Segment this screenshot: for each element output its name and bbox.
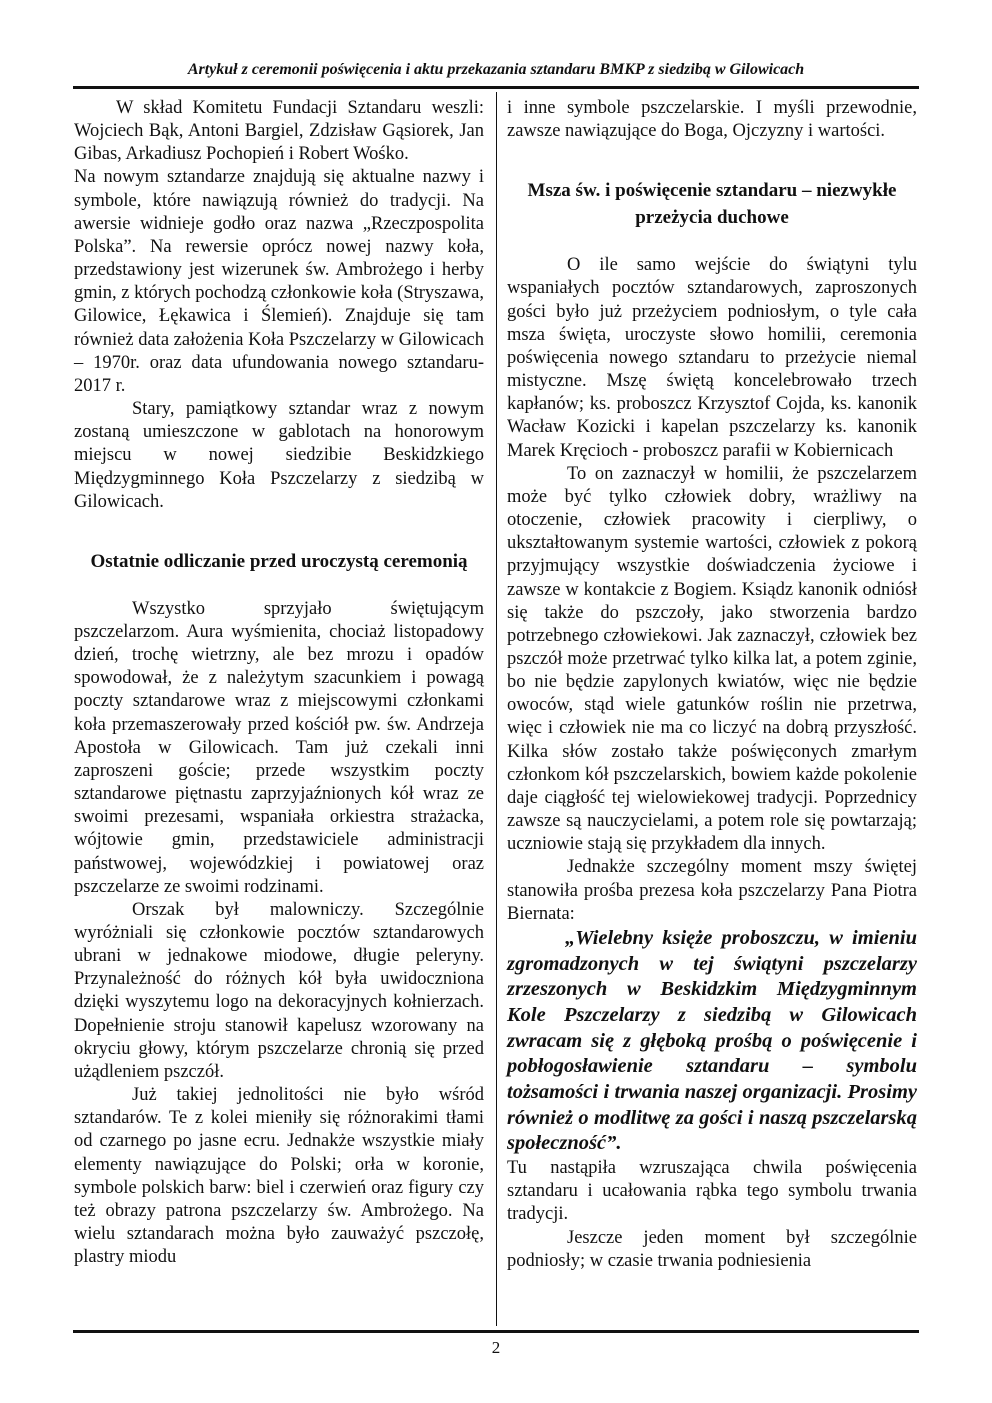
page-number: 2 [491,1338,501,1357]
paragraph-procession: Orszak był malowniczy. Szczególnie wyróżniali się członkowie pocztów sztandarowych ubrani w jednakowe miodowe, długie peleryny. Przynależność do różnych kół była uwidoczniona dzięki wyszytemu logo na dekoracyjnych kołnierzach. Dopełnienie stroju stanowił kapelusz wzorowany na okryciu głowy, którym pszczelarze chronią się przed użądleniem pszczół. [74,899,484,1082]
paragraph-banner-description: Na nowym sztandarze znajdują się aktualne nazwy i symbole, które nawiązują również do tradycji. Na awersie widnieje godło oraz nazwa „Rzeczpospolita Polska”. Na rewersie oprócz nowej nazwy koła, przedstawiony jest wizerunek św. Ambrożego i herby gmin, z których pochodzą członkowie koła (Stryszawa, Gilowice, Łękawica i Ślemień). Znajduje się tam również data założenia Koła Pszczelarzy w Gilowicach – 1970r. oraz data ufundowania nowego sztandaru- 2017 r. [74,167,484,396]
left-column [74,97,484,1269]
section-heading-mass: Msza św. i poświęcenie sztandaru – niezwykłe przeżycia duchowe [527,180,897,229]
paragraph-old-banner: Stary, pamiątkowy sztandar wraz z nowym zostaną umieszczone w gablotach na honorowym miejscu w nowej siedzibie Beskidzkiego Międzygminnego Koła Pszczelarzy z siedzibą w Gilowicach. [74,399,484,512]
paragraph-committee: W skład Komitetu Fundacji Sztandaru weszli: Wojciech Bąk, Antoni Bargiel, Zdzisław Gąsiorek, Jan Gibas, Arkadiusz Pochopień i Robert Wośko. [74,98,484,165]
header-rule [73,86,919,89]
column-divider [496,92,497,1326]
quote-request: „Wielebny księże proboszczu, w imieniu zgromadzonych w tej świątyni pszczelarzy zrzeszonych w Beskidzkim Międzygminnym Kole Pszczelarzy z siedzibą w Gilowicach zwracam się z głęboką prośbą o poświęcenie i pobłogosławienie sztandaru – symbolu tożsamości i trwania naszej organizacji. Prosimy również o modlitwę za gości i naszą pszczelarską społeczność”. [507,926,917,1155]
footer-rule [73,1330,919,1333]
paragraph-banners: Już takiej jednolitości nie było wśród sztandarów. Te z kolei mieniły się różnorakimi tłami od czarnego po jasne ecru. Jednakże wszystkie miały elementy nawiązujące do Polski; orła w koronie, symbole polskich barw: biel i czerwień oraz figury czy też obrazy patrona pszczelarzy św. Ambrożego. Na wielu sztandarach można było zauważyć pszczołę, plastry miodu [74,1085,484,1268]
section-heading-countdown: Ostatnie odliczanie przed uroczystą ceremonią [90,550,468,572]
paragraph-consecration: Tu nastąpiła wzruszająca chwila poświęcenia sztandaru i ucałowania rąbka tego symbolu trwania tradycji. [507,1158,917,1225]
paragraph-request: Jednakże szczególny moment mszy świętej stanowiła prośba prezesa koła pszczelarzy Pana Piotra Biernata: [507,857,917,924]
paragraph-homily: To on zaznaczył w homilii, że pszczelarzem może być tylko człowiek dobry, wrażliwy na otoczenie, człowiek pracowity i cierpliwy, o ukształtowanym systemie wartości, człowiek z pokorą przyjmujący wszystkie doświadczenia życiowe i zawsze w kontakcie z Bogiem. Ksiądz kanonik odniósł się także do pszczoły, jako stworzenia bardzo potrzebnego człowiekowi. Jak zaznaczył, człowiek bez pszczół może przetrwać tylko kilka lat, a potem zginie, bo nie będzie zapylonych kwiatów, więc nie będzie owoców, stąd wiele gatunków roślin nie przetrwa, więc i człowiek nie ma co liczyć na dobrą przyszłość. Kilka słów zostało także poświęconych zmarłym członkom kół pszczelarskich, bowiem każde pokolenie daje ciągłość tej wielowiekowej tradycji. Poprzednicy zawsze są nauczycielami, a potem role się powtarzają; uczniowie stają się przykładem dla innych. [507,463,917,855]
paragraph-weather: Wszystko sprzyjało świętującym pszczelarzom. Aura wyśmienita, chociaż listopadowy dzień, trochę wietrzny, ale bez mrozu i opadów spowodował, że z należytym szacunkiem i powagą poczty sztandarowe wraz z miejscowymi członkami koła przemaszerowały przed kościół pw. św. Andrzeja Apostoła w Gilowicach. Tam już czekali inni zaproszeni goście; przede wszystkim poczty sztandarowe piętnastu zaprzyjaźnionych kół wraz ze swoimi prezesami, wspaniała orkiestra strażacka, wójtowie gmin, przedstawiciele administracji państwowej, wojewódzkiej i powiatowej oraz pszczelarze ze swoimi rodzinami. [74,598,484,897]
paragraph-mass: O ile samo wejście do świątyni tylu wspaniałych pocztów sztandarowych, zaproszonych gości było już przeżyciem podniosłym, o tyle cała msza święta, uroczyste słowo homilii, ceremonia poświęcenia nowego sztandaru to przeżycie niemal mistyczne. Mszę świętą koncelebrowało trzech kapłanów; ks. proboszcz Krzysztof Cojda, ks. kanonik Wacław Kozicki i kapelan pszczelarzy ks. kanonik Marek Kręcioch - proboszcz parafii w Kobiernicach [507,255,917,461]
paragraph-elevation: Jeszcze jeden moment był szczególnie podniosły; w czasie trwania podniesienia [507,1227,917,1271]
paragraph-symbols: i inne symbole pszczelarskie. I myśli przewodnie, zawsze nawiązujące do Boga, Ojczyzny i wartości. [507,98,917,142]
right-column [507,97,917,1273]
running-header: Artykuł z ceremonii poświęcenia i aktu przekazania sztandaru BMKP z siedzibą w Gilowicach [187,61,805,78]
